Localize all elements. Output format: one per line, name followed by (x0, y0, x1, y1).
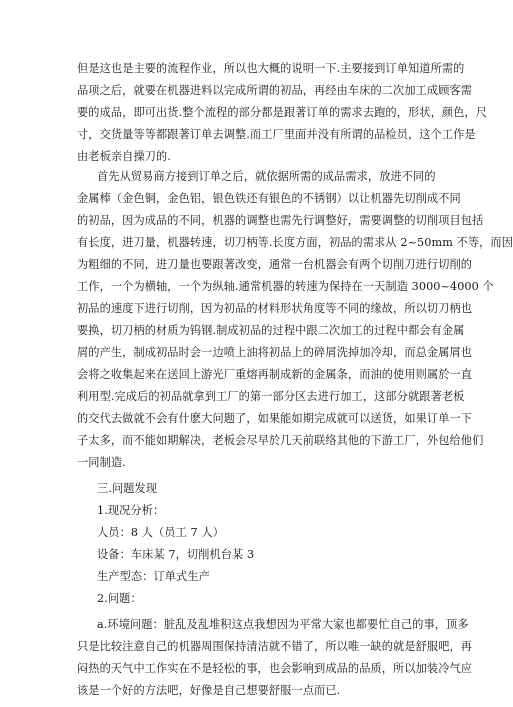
text-line: 金属棒（金色铜，金色铝，银色铁还有银色的不锈钢）以让机器先切削成不同 (77, 192, 461, 205)
paragraph-production-steps (77, 166, 513, 474)
text-line: 的初品，因为成品的不同，机器的调整也需先行调整好，需要调整的切削项目包括 (77, 214, 484, 227)
text-line: 寸，交货量等等都跟著订单去调整.而工厂里面并没有所谓的品检员，这个工作是 (77, 128, 476, 141)
info-production-type: 生产型态：订单式生产 (97, 570, 210, 583)
text-line: 只是比较注意自己的机器周围保持清洁就不错了，所以唯一缺的就是舒服吧，再 (77, 640, 473, 653)
paragraph-process-overview (77, 58, 488, 168)
section-heading: 三.问题发现 (97, 482, 158, 495)
text-line: 但是这也是主要的流程作业，所以也大概的说明一下.主要接到订单知道所需的 (77, 62, 465, 75)
info-personnel: 人员：8 人（员工 7 人） (97, 526, 224, 539)
text-line: 由老板亲自操刀的. (77, 150, 171, 163)
text-line: 的交代去做就不会有什麽大问题了，如果能如期完成就可以送货，如果订单一下 (77, 412, 473, 425)
text-line: 屑的产生，制成初品时会一边喷上油将初品上的碎屑洗掉加冷却，而总金属屑也 (77, 346, 473, 359)
text-line: 闷热的天气中工作实在不是轻松的事，也会影响到成品的品质，所以加装冷气应 (77, 662, 473, 675)
text-line: 初品的速度下进行切削，因为初品的材料形状角度等不同的缘故，所以切刀柄也 (77, 302, 473, 315)
text-line: 为粗细的不同，进刀量也要跟著改变，通常一台机器会有两个切削刀进行切削的 (77, 258, 473, 271)
text-line: 会将之收集起来在送回上游光厂重熔再制成新的金属条，而油的使用则属於一直 (77, 368, 473, 381)
text-line: 利用型.完成后的初品就拿到工厂的第一部分区去进行加工，这部分就跟著老板 (77, 390, 465, 403)
text-line: 子太多，而不能如期解决，老板会尽早於几天前联络其他的下游工厂，外包给他们 (77, 434, 484, 447)
subsection-heading: 1.现况分析： (97, 504, 165, 517)
paragraph-environment-issue (77, 614, 473, 702)
text-line: 该是一个好的方法吧，好像是自己想要舒服一点而已. (77, 684, 341, 697)
text-line: a.环境问题：脏乱及乱堆积这点我想因为平常大家也都要忙自己的事，顶多 (97, 618, 469, 631)
text-line: 要的成品，即可出货.整个流程的部分都是跟著订单的需求去跑的，形状，颜色，尺 (77, 106, 488, 119)
text-line: 首先从贸易商方接到订单之后，就依据所需的成品需求，放进不同的 (97, 170, 436, 183)
text-line: 一同制造. (77, 456, 126, 469)
info-equipment: 设备：车床某 7，切削机台某 3 (97, 548, 255, 561)
text-line: 要换，切刀柄的材质为钨钢.制成初品的过程中跟二次加工的过程中都会有金属 (77, 324, 465, 337)
text-line: 有长度，进刀量，机器转速，切刀柄等.长度方面，初品的需求从 2~50mm 不等，而因 (77, 236, 513, 249)
subsection-heading: 2.问题： (97, 592, 142, 605)
text-line: 工作，一个为横轴，一个为纵轴.通常机器的转速为保持在一天制造 3000~4000 个 (77, 280, 494, 293)
section-problem-discovery (77, 478, 437, 610)
text-line: 品项之后，就要在机器进料以完成所谓的初品，再经由车床的二次加工成顾客需 (77, 84, 473, 97)
